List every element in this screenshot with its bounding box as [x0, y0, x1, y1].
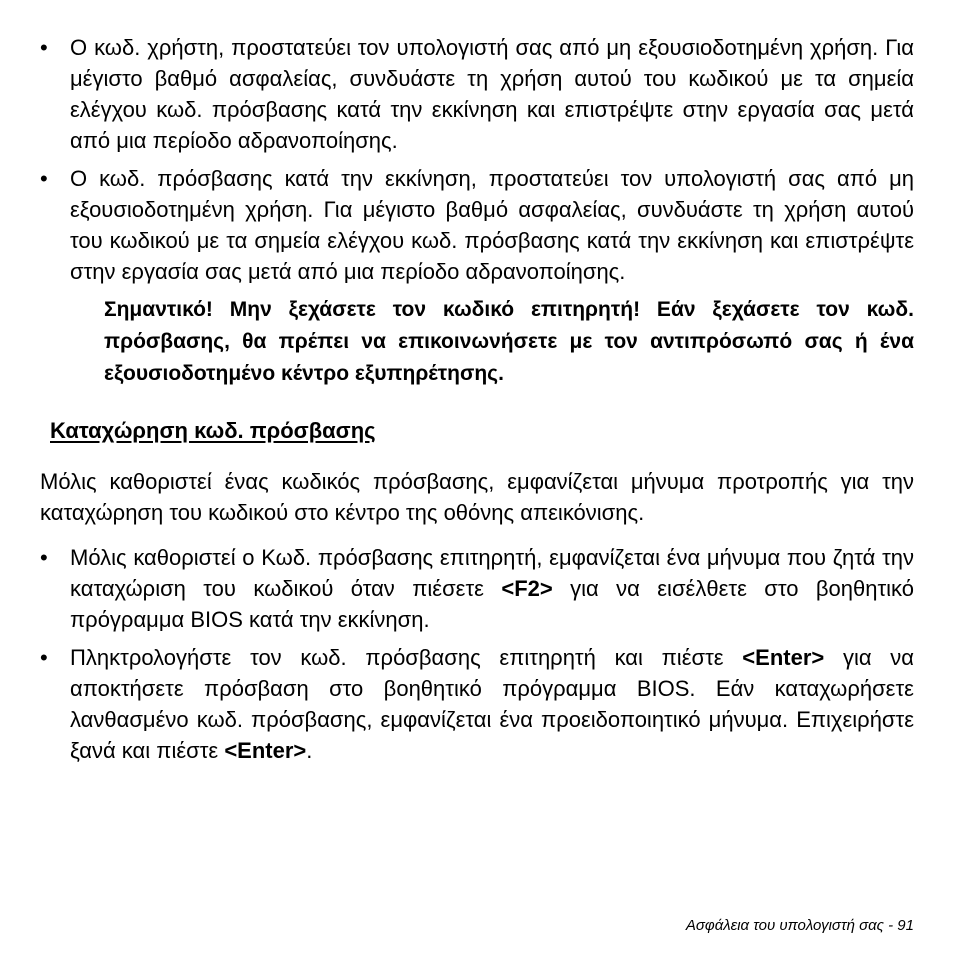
- text-segment: για να αποκτήσετε πρόσβαση στο βοηθητικό πρόγραμμα BIOS. Εάν καταχωρήσετε λανθασμένο κωδ. πρόσβασης, εμφανίζεται ένα προειδοποιητικό μήνυμα. Επιχειρήστε ξανά και πιέστε: [70, 645, 914, 763]
- key-enter: <Enter>: [742, 645, 825, 670]
- list-item: [40, 542, 914, 635]
- bullet-text: [70, 645, 914, 763]
- important-note: Σημαντικό! Μην ξεχάσετε τον κωδικό επιτηρητή! Εάν ξεχάσετε τον κωδ. πρόσβασης, θα πρέπει να επικοινωνήσετε με τον αντιπρόσωπό σας ή ένα εξουσιοδοτημένο κέντρο εξυπηρέτησης.: [104, 298, 914, 385]
- bullet-text: Ο κωδ. χρήστη, προστατεύει τον υπολογιστή σας από μη εξουσιοδοτημένη χρήση. Για μέγιστο βαθμό ασφαλείας, συνδυάστε τη χρήση αυτού του κωδικού με τα σημεία ελέγχου κωδ. πρόσβασης κατά την εκκίνηση και επιστρέψτε στην εργασία σας μετά από μια περίοδο αδρανοποίησης.: [70, 35, 914, 153]
- bullet-marker: •: [40, 645, 48, 670]
- bullet-text: [70, 545, 914, 632]
- text-segment: .: [306, 738, 313, 763]
- bullet-marker: •: [40, 166, 48, 191]
- text-segment: Μόλις καθοριστεί ο Κωδ. πρόσβασης επιτηρητή, εμφανίζεται ένα μήνυμα που ζητά την καταχώριση του κωδικού όταν πιέσετε: [70, 545, 914, 601]
- intro-paragraph: Μόλις καθοριστεί ένας κωδικός πρόσβασης, εμφανίζεται μήνυμα προτροπής για την καταχώρηση του κωδικού στο κέντρο της οθόνης απεικόνισης.: [40, 469, 914, 525]
- text-segment: για να εισέλθετε στο βοηθητικό πρόγραμμα BIOS κατά την εκκίνηση.: [70, 576, 914, 632]
- bullet-marker: •: [40, 545, 48, 570]
- list-item: [40, 32, 914, 156]
- key-f2: <F2>: [501, 576, 553, 601]
- bullet-marker: •: [40, 35, 48, 60]
- text-segment: Πληκτρολογήστε τον κωδ. πρόσβασης επιτηρητή και πιέστε: [70, 645, 743, 670]
- bullet-list-top: [40, 32, 914, 287]
- list-item: [40, 642, 914, 766]
- bullet-list-bottom: [40, 542, 914, 766]
- page-footer: Ασφάλεια του υπολογιστή σας - 91: [685, 917, 914, 934]
- bullet-text: Ο κωδ. πρόσβασης κατά την εκκίνηση, προστατεύει τον υπολογιστή σας από μη εξουσιοδοτημένη χρήση. Για μέγιστο βαθμό ασφαλείας, συνδυάστε τη χρήση αυτού του κωδικού με τα σημεία ελέγχου κωδ. πρόσβασης κατά την εκκίνηση και επιστρέψτε στην εργασία σας μετά από μια περίοδο αδρανοποίησης.: [70, 166, 914, 284]
- list-item: [40, 163, 914, 287]
- document-page: [40, 32, 914, 773]
- key-enter: <Enter>: [224, 738, 307, 763]
- section-heading: Καταχώρηση κωδ. πρόσβασης: [50, 418, 376, 443]
